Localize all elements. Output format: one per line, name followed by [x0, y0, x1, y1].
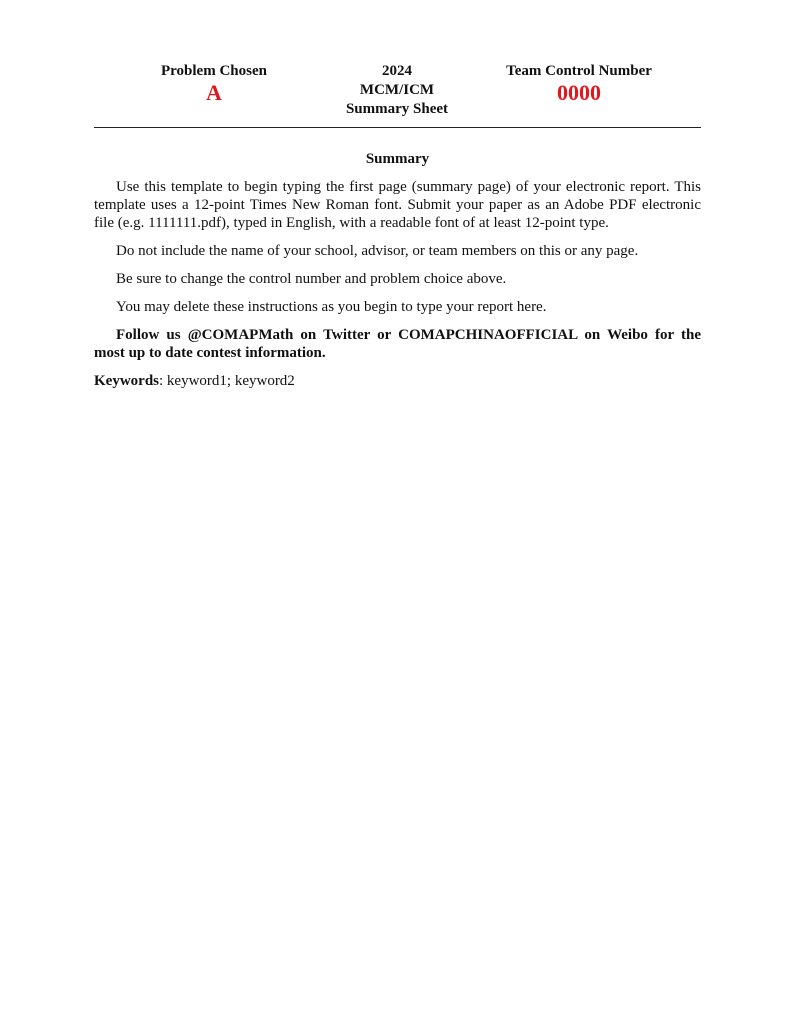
summary-sheet-label: Summary Sheet: [345, 101, 449, 117]
summary-paragraph: You may delete these instructions as you begin to type your report here.: [116, 299, 547, 315]
summary-sheet-header: [94, 62, 700, 128]
summary-paragraph: Do not include the name of your school, advisor, or team members on this or any page.: [116, 243, 639, 259]
problem-chosen-label: Problem Chosen: [161, 63, 267, 79]
team-control-label: Team Control Number: [506, 63, 652, 79]
keywords-separator: :: [159, 373, 167, 389]
team-control-number: 0000: [557, 80, 601, 105]
keywords-value: keyword1; keyword2: [166, 373, 295, 389]
contest-year: 2024: [382, 63, 412, 79]
follow-us-paragraph: Follow us @COMAPMath on Twitter or COMAPCHINAOFFICIAL on Weibo for the most up to date contest information.: [94, 327, 701, 361]
contest-name: MCM/ICM: [359, 82, 435, 98]
header-divider: [94, 127, 701, 128]
summary-title: Summary: [365, 151, 430, 167]
keywords-line: [94, 372, 701, 390]
summary-body: [94, 150, 701, 390]
contest-title-block: [327, 62, 467, 119]
team-control-block: [494, 62, 664, 105]
keywords-label: Keywords: [94, 373, 159, 389]
summary-paragraph: Use this template to begin typing the first page (summary page) of your electronic report. This template uses a 12-point Times New Roman font. Submit your paper as an Adobe PDF electronic file (e.g. 1111111.pdf), typed in English, with a readable font of at least 12-point type.: [94, 179, 701, 231]
summary-paragraph: Be sure to change the control number and problem choice above.: [116, 271, 507, 287]
problem-chosen-value: A: [206, 80, 222, 105]
problem-chosen-block: [154, 62, 274, 105]
